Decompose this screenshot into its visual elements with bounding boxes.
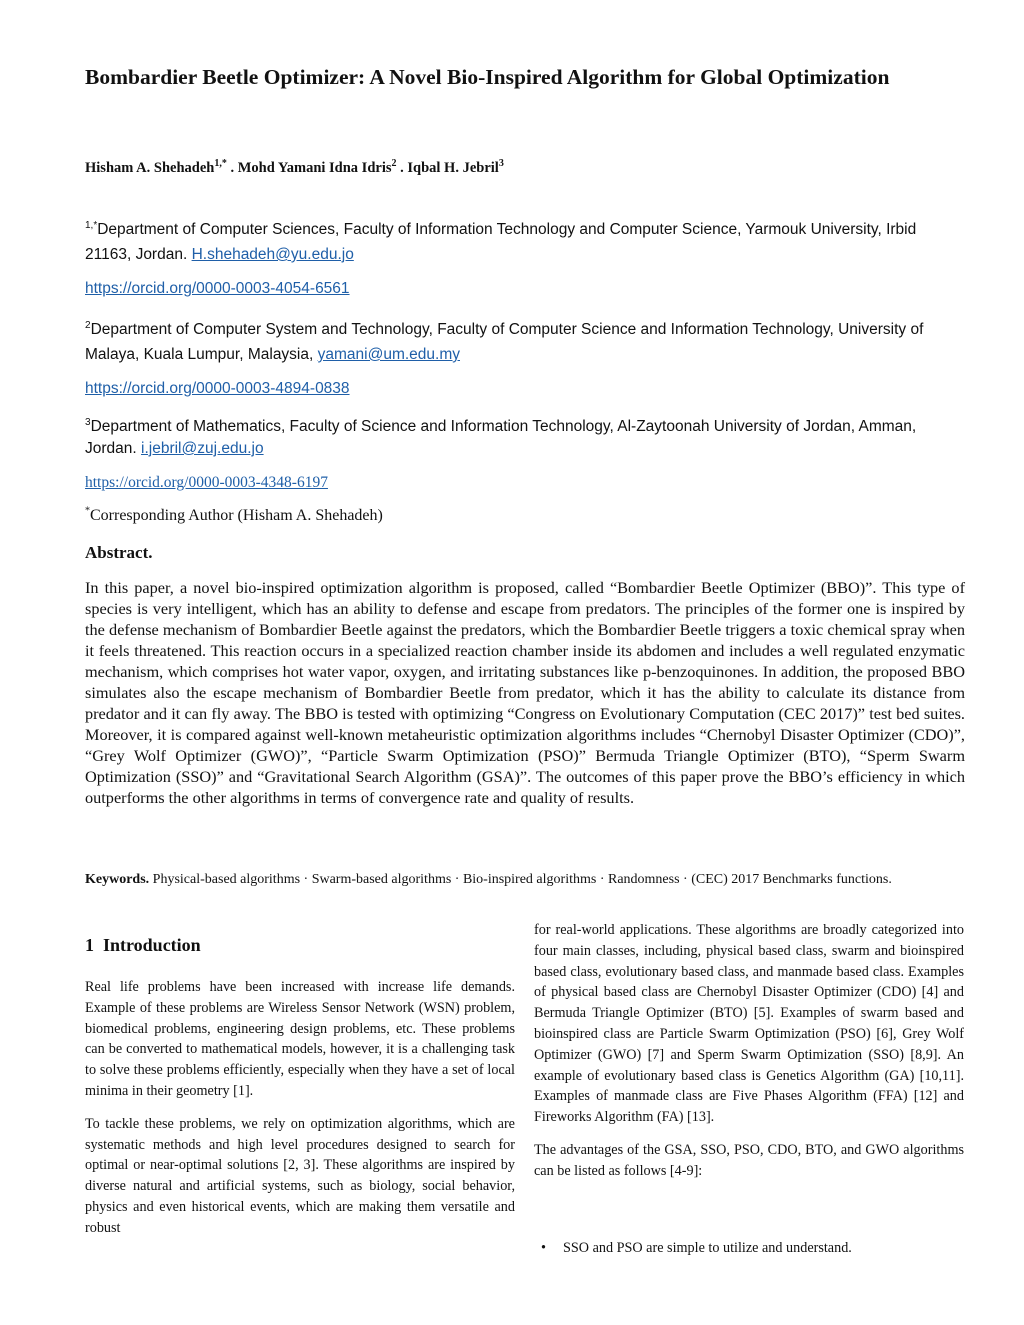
keywords-label: Keywords.: [85, 872, 150, 887]
left-column: [85, 977, 515, 1251]
author-name: Iqbal H. Jebril: [407, 160, 499, 176]
author-separator: .: [226, 160, 238, 176]
right-column: [534, 920, 964, 1194]
bullet-item: [541, 1240, 852, 1257]
orcid-link[interactable]: https://orcid.org/0000-0003-4054-6561: [85, 280, 350, 297]
affiliation-sup: 2: [85, 319, 91, 331]
bullet-text: SSO and PSO are simple to utilize and understand.: [563, 1240, 852, 1256]
bullet-icon: •: [541, 1240, 546, 1256]
author-name: Mohd Yamani Idna Idris: [237, 160, 392, 176]
keywords-text: Physical-based algorithms · Swarm-based algorithms · Bio-inspired algorithms · Randomness · (CEC) 2017 Benchmarks functions.: [152, 872, 892, 887]
orcid-3: [85, 474, 328, 492]
affiliation-sup: 3: [85, 416, 91, 428]
author-name: Hisham A. Shehadeh: [85, 160, 215, 176]
email-link[interactable]: i.jebril@zuj.edu.jo: [141, 440, 264, 457]
author-sup: 3: [498, 158, 504, 170]
author-separator: .: [396, 160, 408, 176]
orcid-link[interactable]: https://orcid.org/0000-0003-4894-0838: [85, 380, 350, 397]
section-heading: [85, 935, 201, 956]
author-list: [85, 160, 504, 177]
affiliation-text: Department of Mathematics, Faculty of Science and Information Technology, Al-Zaytoonah University of Jordan, Amman, Jordan.: [85, 418, 917, 457]
corresponding-sup: *: [85, 505, 90, 517]
affiliation-1: [85, 217, 965, 267]
orcid-1: [85, 280, 350, 298]
corresponding-text: Corresponding Author (Hisham A. Shehadeh): [90, 507, 383, 524]
keywords: [85, 870, 965, 889]
email-link[interactable]: yamani@um.edu.my: [317, 346, 460, 363]
email-link[interactable]: H.shehadeh@yu.edu.jo: [191, 246, 354, 263]
paragraph: for real-world applications. These algorithms are broadly categorized into four main classes, including, physical based class, swarm and bioinspired based class, evolutionary based class, and manmade based class. Examples of physical based class are Chernobyl Disaster Optimizer (CDO) [4] and Bermuda Triangle Optimizer (BTO) [5]. Examples of swarm based and bioinspired class are Particle Swarm Optimization (PSO) [6], Grey Wolf Optimizer (GWO) [7] and Sperm Swarm Optimization (SSO) [8,9]. An example of evolutionary based class is Genetics Algorithm (GA) [10,11]. Examples of manmade class are Five Phases Algorithm (FFA) [12] and Fireworks Algorithm (FA) [13].: [534, 922, 964, 1126]
paper-title: Bombardier Beetle Optimizer: A Novel Bio-Inspired Algorithm for Global Optimization: [85, 65, 890, 89]
affiliation-sup: 1,*: [85, 219, 98, 231]
orcid-link[interactable]: https://orcid.org/0000-0003-4348-6197: [85, 474, 328, 491]
orcid-2: [85, 380, 350, 398]
corresponding-author: [85, 507, 383, 525]
paragraph: Real life problems have been increased with increase life demands. Example of these problems are Wireless Sensor Network (WSN) problem, biomedical problems, engineering design problems, etc. These problems can be converted to mathematical models, however, it is a challenging task to solve these problems efficiently, especially when they have a set of local minima in their geometry [1].: [85, 979, 515, 1099]
abstract-heading: Abstract.: [85, 543, 153, 562]
author-sup: 2: [391, 158, 397, 170]
section-number: 1: [85, 935, 94, 955]
affiliation-2: [85, 317, 965, 367]
section-title: Introduction: [103, 935, 201, 955]
affiliation-3: [85, 416, 965, 460]
affiliation-text: Department of Computer Sciences, Faculty of Information Technology and Computer Science, Yarmouk University, Irbid 21163, Jordan.: [85, 221, 917, 263]
paragraph: To tackle these problems, we rely on optimization algorithms, which are systematic methods and high level procedures designed to search for optimal or near-optimal solutions [2, 3]. These algorithms are inspired by diverse natural and artificial systems, such as biology, social behavior, physics and even historical events, which are making them versatile and robust: [85, 1115, 515, 1236]
abstract-body: In this paper, a novel bio-inspired optimization algorithm is proposed, called “Bombardier Beetle Optimizer (BBO)”. This type of species is very intelligent, which has an ability to defense and escape from predators. The principles of the former one is inspired by the defense mechanism of Bombardier Beetle against the predators, which the Bombardier Beetle triggers a toxic chemical spray when it feels threatened. This reaction occurs in a specialized reaction chamber inside its abdomen and includes a well regulated enzymatic mechanism, which comprises hot water vapor, oxygen, and irritating substances like p-benzoquinones. In addition, the proposed BBO simulates also the escape mechanism of Bombardier Beetle from predator, which it has the ability to calculate its distance from predator and it can fly away. The BBO is tested with optimizing “Congress on Evolutionary Computation (CEC 2017)” test bed suites. Moreover, it is compared against well-known metaheuristic optimization algorithms includes “Chernobyl Disaster Optimizer (CDO)”, “Grey Wolf Optimizer (GWO)”, “Particle Swarm Optimization (PSO)” Bermuda Triangle Optimizer (BTO), “Sperm Swarm Optimization (SSO)” and “Gravitational Search Algorithm (GSA)”. The outcomes of this paper prove the BBO’s efficiency in which outperforms the other algorithms in terms of convergence rate and quality of results.: [85, 578, 965, 807]
paragraph: The advantages of the GSA, SSO, PSO, CDO, BTO, and GWO algorithms can be listed as follows [4-9]:: [534, 1141, 964, 1179]
author-sup: 1,*: [214, 158, 227, 170]
affiliation-text: Department of Computer System and Technology, Faculty of Computer Science and Information Technology, University of Malaya, Kuala Lumpur, Malaysia,: [85, 321, 924, 363]
